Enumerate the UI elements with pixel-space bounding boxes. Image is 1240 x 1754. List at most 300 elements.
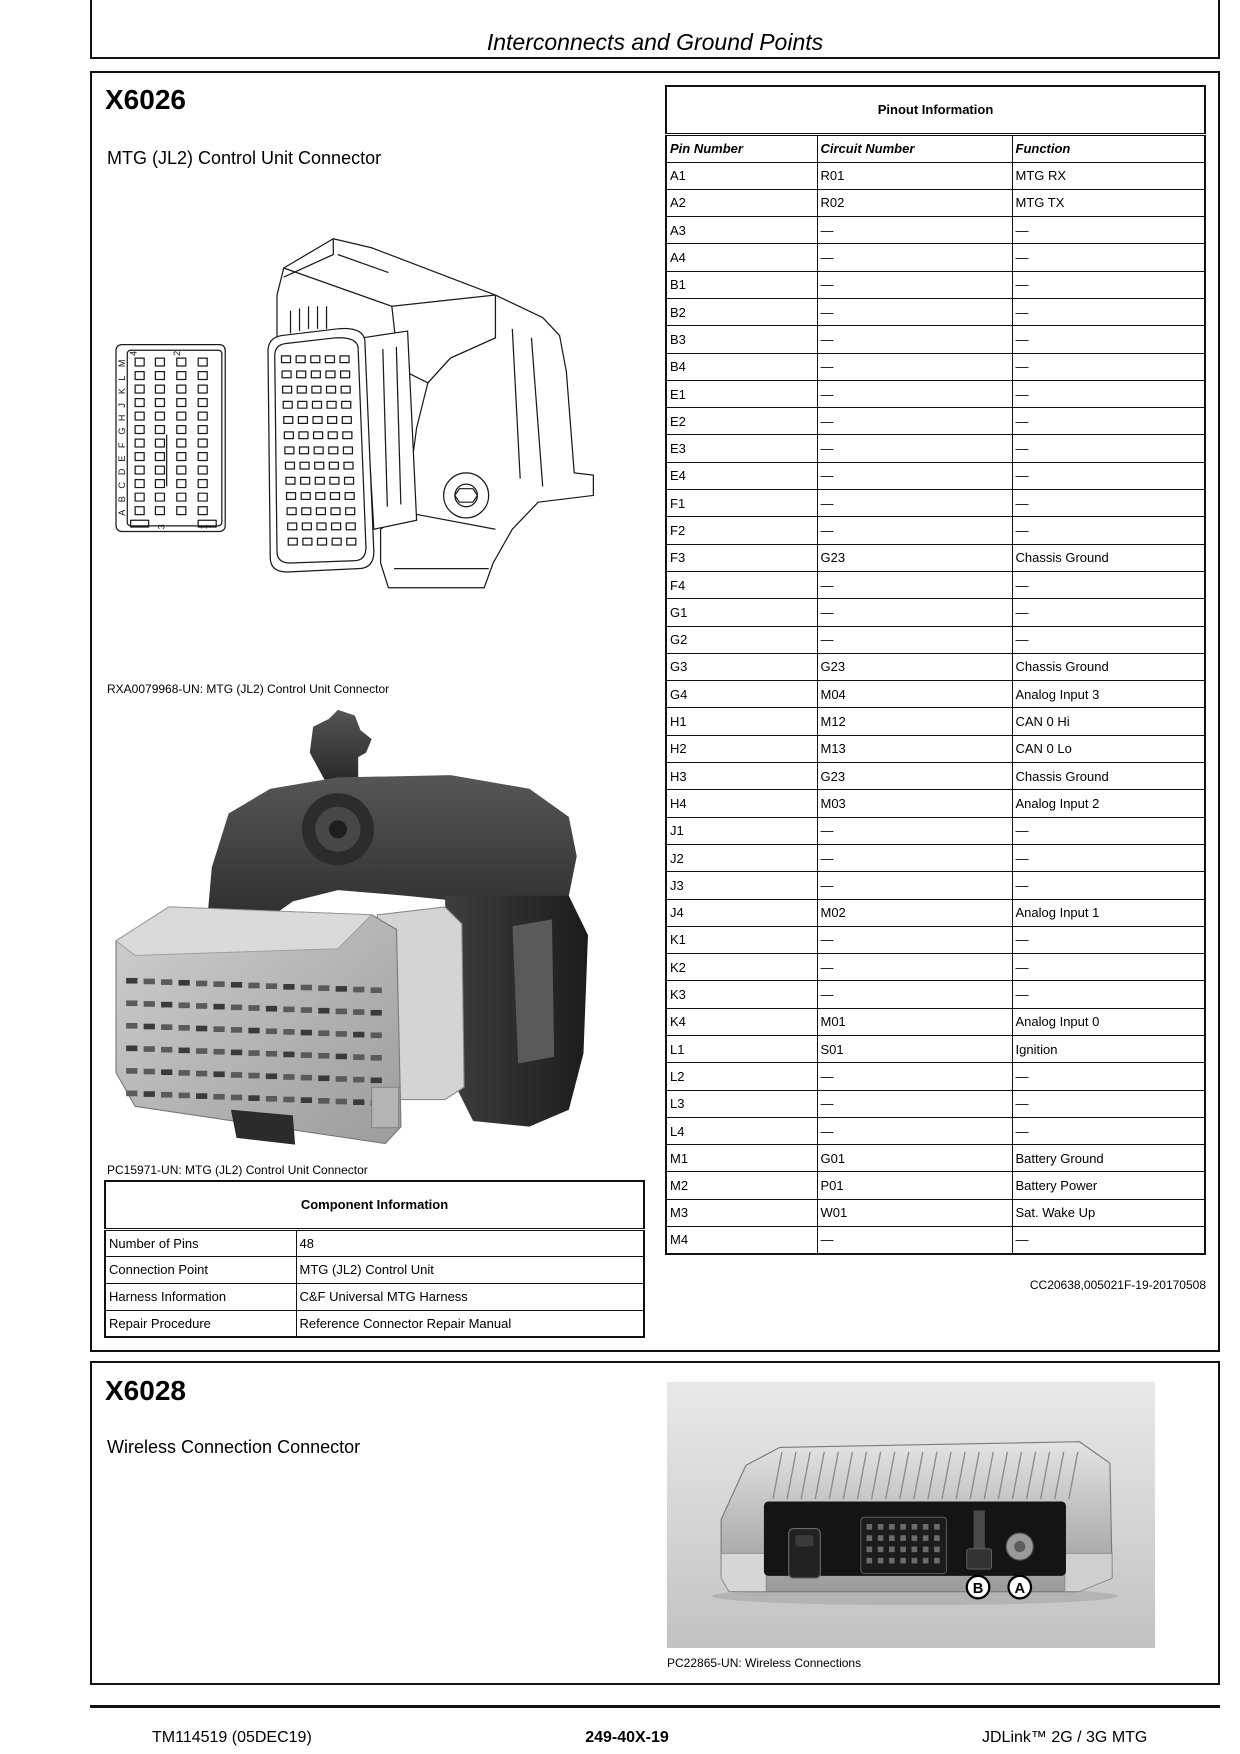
port-pin — [866, 1547, 872, 1553]
photo-pin-slot — [126, 978, 137, 984]
photo-pin-slot — [126, 1046, 137, 1052]
component-label: Connection Point — [105, 1256, 296, 1283]
circuit-number-cell: M12 — [817, 708, 1012, 735]
connector-front-housing — [268, 328, 374, 572]
pin-number-cell: G4 — [666, 681, 817, 708]
function-cell: — — [1012, 462, 1205, 489]
wireless-antenna-connector-center — [1014, 1541, 1025, 1552]
circuit-number-cell: — — [817, 954, 1012, 981]
row-letter: J — [117, 403, 128, 408]
component-label: Repair Procedure — [105, 1310, 296, 1337]
function-cell: — — [1012, 326, 1205, 353]
pin-cavity — [198, 507, 207, 515]
photo-pin-slot — [161, 1069, 172, 1075]
photo-bracket-boss-hole — [329, 820, 347, 838]
row-letter: B — [117, 496, 128, 503]
port-pin — [900, 1558, 906, 1564]
photo-pin-slot — [196, 1026, 207, 1032]
photo-pin-slot — [196, 1071, 207, 1077]
pinout-row — [666, 954, 1205, 981]
pin-face-diagram — [116, 345, 225, 532]
wireless-connections-photo — [667, 1382, 1155, 1648]
row-letter: A — [117, 509, 128, 516]
photo-pin-slot — [266, 1051, 277, 1057]
connector-id-x6028: X6028 — [105, 1375, 186, 1406]
photo-pin-slot — [126, 1068, 137, 1074]
photo-pin-slot — [266, 1073, 277, 1079]
pin-cavity — [155, 480, 164, 488]
photo-pin-slot — [353, 1032, 364, 1038]
function-cell: — — [1012, 981, 1205, 1008]
function-cell: Battery Power — [1012, 1172, 1205, 1199]
antenna-base — [967, 1549, 992, 1569]
function-cell: — — [1012, 926, 1205, 953]
photo-pin-slot — [144, 1091, 155, 1097]
pinout-information-table — [665, 85, 1206, 1255]
photo-pin-slot — [231, 1050, 242, 1056]
pin-cavity — [177, 439, 186, 447]
pin-number-cell: J2 — [666, 844, 817, 871]
pinout-row — [666, 544, 1205, 571]
port-pin — [889, 1524, 895, 1530]
function-cell: — — [1012, 954, 1205, 981]
photo-housing-window — [513, 919, 555, 1063]
photo-pin-slot — [179, 1025, 190, 1031]
diagram-caption: RXA0079968-UN: MTG (JL2) Control Unit Connector — [107, 682, 390, 696]
pin-number-cell: M2 — [666, 1172, 817, 1199]
circuit-number-cell: — — [817, 326, 1012, 353]
function-cell: — — [1012, 353, 1205, 380]
circuit-number-cell: — — [817, 217, 1012, 244]
port-pin — [923, 1547, 929, 1553]
pinout-row — [666, 271, 1205, 298]
photo-connector-foot — [231, 1110, 295, 1145]
pin-number-cell: E1 — [666, 380, 817, 407]
pin-face-outline — [116, 345, 225, 532]
photo-pin-slot — [318, 1075, 329, 1081]
row-letter: L — [117, 375, 128, 381]
circuit-number-cell: — — [817, 1117, 1012, 1144]
circuit-number-cell: — — [817, 1227, 1012, 1254]
small-connector-latch — [795, 1535, 813, 1546]
photo-pin-slot — [231, 1005, 242, 1011]
circuit-number-cell: G23 — [817, 763, 1012, 790]
function-cell: — — [1012, 271, 1205, 298]
pin-number-cell: F2 — [666, 517, 817, 544]
photo-pin-slot — [126, 1091, 137, 1097]
corner-number: 2 — [172, 350, 183, 356]
component-value: 48 — [296, 1229, 644, 1256]
port-pin — [934, 1535, 940, 1541]
photo-pin-slot — [161, 979, 172, 985]
function-cell: — — [1012, 490, 1205, 517]
photo-pin-slot — [353, 1099, 364, 1105]
photo-pin-slot — [353, 1009, 364, 1015]
mounting-bolt-outer — [444, 473, 489, 518]
component-row — [105, 1283, 644, 1310]
pinout-row — [666, 844, 1205, 871]
pinout-row — [666, 380, 1205, 407]
footer-page-number: 249-40X-19 — [585, 1729, 669, 1746]
function-cell: — — [1012, 817, 1205, 844]
pinout-row — [666, 926, 1205, 953]
component-label: Number of Pins — [105, 1229, 296, 1256]
pin-cavity — [135, 453, 144, 461]
pin-cavity — [177, 372, 186, 380]
connector-line-drawing — [107, 225, 608, 597]
photo-pin-slot — [301, 1097, 312, 1103]
photo-pin-slot — [301, 1052, 312, 1058]
photo-pin-slot — [318, 985, 329, 991]
pin-cavity — [198, 466, 207, 474]
pin-number-cell: M1 — [666, 1145, 817, 1172]
component-row — [105, 1229, 644, 1256]
photo-pin-slot — [353, 987, 364, 993]
port-pin — [923, 1558, 929, 1564]
component-value: MTG (JL2) Control Unit — [296, 1256, 644, 1283]
pin-cavity — [198, 358, 207, 366]
port-pin — [866, 1524, 872, 1530]
photo-pin-slot — [318, 1030, 329, 1036]
photo-pin-slot — [144, 1046, 155, 1052]
circuit-number-cell: — — [817, 872, 1012, 899]
photo-pin-slot — [283, 1074, 294, 1080]
photo-pin-slot — [161, 1024, 172, 1030]
function-cell: — — [1012, 380, 1205, 407]
pin-number-cell: G3 — [666, 653, 817, 680]
pin-cavity — [198, 426, 207, 434]
circuit-number-cell: M02 — [817, 899, 1012, 926]
port-pin — [900, 1524, 906, 1530]
circuit-number-cell: — — [817, 490, 1012, 517]
circuit-number-cell: — — [817, 626, 1012, 653]
photo-pin-slot — [371, 987, 382, 993]
function-cell: — — [1012, 571, 1205, 598]
circuit-number-cell: G01 — [817, 1145, 1012, 1172]
photo-pin-slot — [336, 1054, 347, 1060]
pinout-row — [666, 626, 1205, 653]
port-pin — [934, 1558, 940, 1564]
function-cell: CAN 0 Lo — [1012, 735, 1205, 762]
port-pin — [878, 1535, 884, 1541]
photo-connector-latch — [372, 1087, 399, 1128]
footer-rule — [90, 1705, 1220, 1708]
pin-number-cell: G2 — [666, 626, 817, 653]
port-pin — [866, 1535, 872, 1541]
pinout-table-body — [666, 162, 1205, 1254]
pin-number-cell: J1 — [666, 817, 817, 844]
function-cell: — — [1012, 298, 1205, 325]
function-cell: Ignition — [1012, 1036, 1205, 1063]
pin-cavity — [198, 439, 207, 447]
circuit-number-cell: — — [817, 599, 1012, 626]
function-cell: Chassis Ground — [1012, 763, 1205, 790]
pin-cavity — [177, 426, 186, 434]
photo-pin-slot — [126, 1000, 137, 1006]
photo-pin-slot — [161, 1047, 172, 1053]
pin-number-cell: K1 — [666, 926, 817, 953]
circuit-number-cell: — — [817, 462, 1012, 489]
photo-pin-slot — [301, 985, 312, 991]
circuit-number-cell: R01 — [817, 162, 1012, 189]
pin-cavity — [135, 358, 144, 366]
photo-pin-slot — [126, 1023, 137, 1029]
corner-number: 1 — [199, 524, 210, 530]
photo-pin-slot — [336, 1099, 347, 1105]
photo-pin-slot — [248, 1095, 259, 1101]
pin-cavity — [177, 507, 186, 515]
function-cell: Battery Ground — [1012, 1145, 1205, 1172]
port-pin — [912, 1535, 918, 1541]
pin-number-cell: F3 — [666, 544, 817, 571]
pinout-row — [666, 1117, 1205, 1144]
photo-pin-slot — [318, 1053, 329, 1059]
photo-connector-top — [116, 907, 372, 955]
pin-cavity — [135, 439, 144, 447]
function-cell: — — [1012, 1117, 1205, 1144]
pinout-column-headers — [666, 134, 1205, 162]
photo-pin-slot — [248, 1028, 259, 1034]
photo-pin-slot — [144, 979, 155, 985]
photo-pin-slot — [301, 1075, 312, 1081]
photo-pin-slot — [213, 1071, 224, 1077]
pin-cavity — [155, 372, 164, 380]
photo-pin-slot — [248, 1073, 259, 1079]
column-header-function: Function — [1012, 134, 1205, 162]
photo-pin-slot — [179, 1093, 190, 1099]
photo-pin-slot — [213, 1026, 224, 1032]
photo-pin-slot — [301, 1007, 312, 1013]
circuit-number-cell: M04 — [817, 681, 1012, 708]
circuit-number-cell: G23 — [817, 653, 1012, 680]
pinout-row — [666, 681, 1205, 708]
photo-pin-slot — [283, 1097, 294, 1103]
photo-pin-slot — [179, 1070, 190, 1076]
function-cell: — — [1012, 435, 1205, 462]
connector-description-x6026: MTG (JL2) Control Unit Connector — [107, 148, 382, 168]
function-cell: — — [1012, 517, 1205, 544]
pinout-row — [666, 1227, 1205, 1254]
photo-pin-slot — [371, 1055, 382, 1061]
pin-cavity — [198, 493, 207, 501]
photo-pin-slot — [266, 1028, 277, 1034]
port-pin — [912, 1547, 918, 1553]
row-letter: D — [117, 468, 128, 476]
photo-pin-slot — [248, 1050, 259, 1056]
circuit-number-cell: W01 — [817, 1199, 1012, 1226]
pin-cavity — [177, 466, 186, 474]
photo-pin-slot — [161, 1002, 172, 1008]
pinout-row — [666, 1145, 1205, 1172]
footer-manual-id: TM114519 (05DEC19) — [152, 1729, 312, 1746]
pin-cavity — [155, 493, 164, 501]
function-cell: Chassis Ground — [1012, 653, 1205, 680]
photo-pin-slot — [144, 1024, 155, 1030]
pin-cavity — [135, 412, 144, 420]
component-information-table — [104, 1180, 645, 1338]
pin-cavity — [198, 372, 207, 380]
pinout-row — [666, 708, 1205, 735]
pinout-row — [666, 298, 1205, 325]
pin-face-grid — [135, 358, 207, 514]
circuit-number-cell: — — [817, 844, 1012, 871]
pinout-row — [666, 790, 1205, 817]
function-cell: Analog Input 1 — [1012, 899, 1205, 926]
pin-cavity — [198, 453, 207, 461]
circuit-number-cell: M03 — [817, 790, 1012, 817]
circuit-number-cell: P01 — [817, 1172, 1012, 1199]
pin-cavity — [198, 399, 207, 407]
pinout-row — [666, 1063, 1205, 1090]
photo-pin-slot — [283, 1007, 294, 1013]
circuit-number-cell: — — [817, 926, 1012, 953]
pin-number-cell: A3 — [666, 217, 817, 244]
pin-number-cell: E4 — [666, 462, 817, 489]
pin-cavity — [135, 372, 144, 380]
pin-number-cell: A4 — [666, 244, 817, 271]
row-letter: K — [117, 388, 128, 395]
pin-number-cell: A2 — [666, 189, 817, 216]
photo-pin-slot — [144, 1069, 155, 1075]
pin-cavity — [135, 385, 144, 393]
row-letter: M — [117, 359, 128, 368]
pin-number-cell: K4 — [666, 1008, 817, 1035]
pin-number-cell: B1 — [666, 271, 817, 298]
function-cell: — — [1012, 408, 1205, 435]
pin-cavity — [155, 412, 164, 420]
pin-number-cell: F4 — [666, 571, 817, 598]
pinout-row — [666, 517, 1205, 544]
port-pin — [912, 1524, 918, 1530]
photo-pin-slot — [196, 1048, 207, 1054]
pin-number-cell: F1 — [666, 490, 817, 517]
photo-caption: PC15971-UN: MTG (JL2) Control Unit Connector — [107, 1163, 368, 1177]
component-value: Reference Connector Repair Manual — [296, 1310, 644, 1337]
circuit-number-cell: — — [817, 435, 1012, 462]
row-letter: C — [117, 482, 128, 489]
function-cell: — — [1012, 844, 1205, 871]
function-cell: Analog Input 2 — [1012, 790, 1205, 817]
pin-number-cell: G1 — [666, 599, 817, 626]
footer-product-name: JDLink™ 2G / 3G MTG — [982, 1729, 1148, 1746]
pinout-row — [666, 599, 1205, 626]
component-table-title: Component Information — [105, 1181, 644, 1229]
pin-number-cell: K3 — [666, 981, 817, 1008]
connector-description-x6028: Wireless Connection Connector — [107, 1437, 361, 1457]
pinout-row — [666, 981, 1205, 1008]
pinout-row — [666, 217, 1205, 244]
pin-cavity — [155, 439, 164, 447]
port-pin — [923, 1524, 929, 1530]
pinout-row — [666, 326, 1205, 353]
pin-number-cell: M4 — [666, 1227, 817, 1254]
circuit-number-cell: — — [817, 380, 1012, 407]
photo-pin-slot — [196, 981, 207, 987]
function-cell: MTG TX — [1012, 189, 1205, 216]
pin-number-cell: H4 — [666, 790, 817, 817]
port-pin — [900, 1535, 906, 1541]
pin-number-cell: A1 — [666, 162, 817, 189]
photo-pin-slot — [144, 1001, 155, 1007]
pinout-row — [666, 353, 1205, 380]
pin-number-cell: B2 — [666, 298, 817, 325]
pinout-row — [666, 899, 1205, 926]
pin-cavity — [177, 399, 186, 407]
pin-cavity — [135, 507, 144, 515]
function-cell: MTG RX — [1012, 162, 1205, 189]
pin-cavity — [177, 358, 186, 366]
module-left-flange — [721, 1553, 766, 1591]
pin-number-cell: L1 — [666, 1036, 817, 1063]
pinout-row — [666, 1172, 1205, 1199]
port-pin — [889, 1558, 895, 1564]
circuit-number-cell: S01 — [817, 1036, 1012, 1063]
pin-number-cell: H3 — [666, 763, 817, 790]
pinout-table-title: Pinout Information — [666, 86, 1205, 134]
function-cell: — — [1012, 599, 1205, 626]
function-cell: — — [1012, 872, 1205, 899]
row-letter: F — [117, 442, 128, 449]
circuit-number-cell: — — [817, 244, 1012, 271]
callout-a-label: A — [1014, 1580, 1026, 1597]
photo-pin-slot — [371, 1078, 382, 1084]
pinout-row — [666, 462, 1205, 489]
photo-bracket-tab — [310, 710, 372, 780]
row-letter: E — [117, 455, 128, 462]
connector-id-x6026: X6026 — [105, 84, 186, 115]
pin-number-cell: H1 — [666, 708, 817, 735]
pin-cavity — [155, 426, 164, 434]
column-header-circuit-number: Circuit Number — [817, 134, 1012, 162]
photo-pin-slot — [301, 1030, 312, 1036]
photo-pin-slot — [179, 980, 190, 986]
pin-cavity — [155, 466, 164, 474]
pinout-row — [666, 189, 1205, 216]
pin-number-cell: H2 — [666, 735, 817, 762]
function-cell: — — [1012, 217, 1205, 244]
function-cell: — — [1012, 244, 1205, 271]
pin-cavity — [135, 466, 144, 474]
photo-pin-slot — [248, 1005, 259, 1011]
pinout-row — [666, 763, 1205, 790]
photo-pin-slot — [336, 1031, 347, 1037]
pin-cavity — [155, 385, 164, 393]
port-pin — [889, 1547, 895, 1553]
pinout-row — [666, 1090, 1205, 1117]
pinout-row — [666, 735, 1205, 762]
port-pin — [889, 1535, 895, 1541]
pinout-row — [666, 244, 1205, 271]
port-pin — [866, 1558, 872, 1564]
circuit-number-cell: — — [817, 298, 1012, 325]
pin-number-cell: J3 — [666, 872, 817, 899]
pin-cavity — [135, 399, 144, 407]
circuit-number-cell: M01 — [817, 1008, 1012, 1035]
photo-pin-slot — [266, 1096, 277, 1102]
photo-pin-slot — [371, 1010, 382, 1016]
photo-pin-slot — [283, 1029, 294, 1035]
pinout-row — [666, 1036, 1205, 1063]
pinout-row — [666, 653, 1205, 680]
photo-pin-slot — [336, 986, 347, 992]
photo-pin-slot — [213, 1049, 224, 1055]
photo-pin-slot — [353, 1054, 364, 1060]
photo-pin-slot — [283, 1052, 294, 1058]
photo-pin-slot — [336, 1076, 347, 1082]
function-cell: Analog Input 3 — [1012, 681, 1205, 708]
component-value: C&F Universal MTG Harness — [296, 1283, 644, 1310]
pinout-row — [666, 817, 1205, 844]
